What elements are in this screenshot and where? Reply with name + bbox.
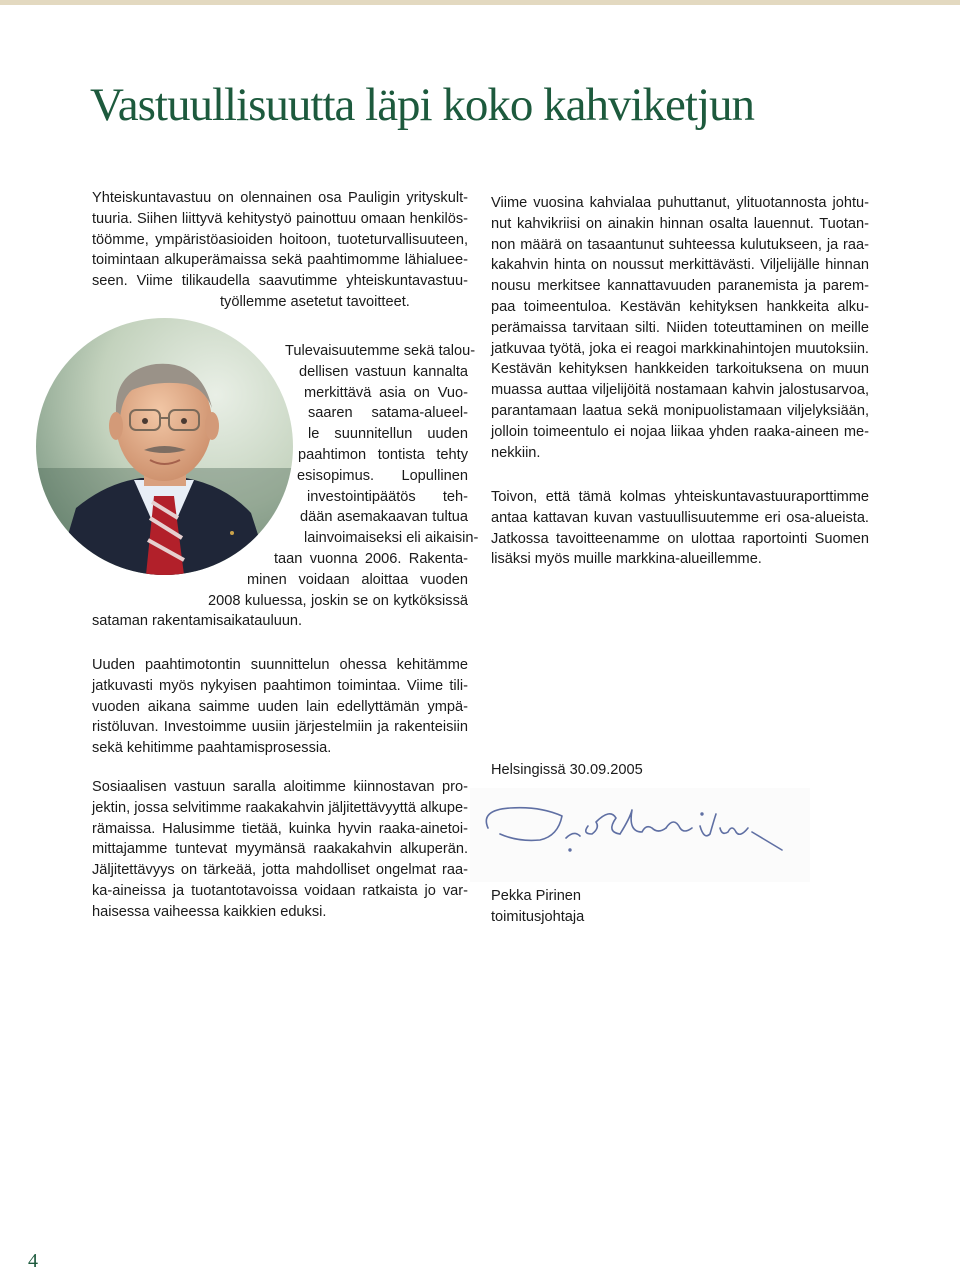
signer-title: toimitusjohtaja — [491, 908, 585, 925]
text-line: seen. Viime tilikaudella saavutimme yhteiskuntavastuu- — [92, 273, 468, 290]
text-line: Tulevaisuutemme sekä talou- — [285, 343, 476, 359]
text-line: le suunnitellun uuden — [308, 426, 468, 443]
text-line: nut kahvikriisi on ainakin hinnan osalta lauennut. Tuotan- — [491, 215, 869, 232]
text-line: Toivon, että tämä kolmas yhteiskuntavastuuraporttimme — [491, 489, 869, 505]
text-line: merkittävä asia on Vuo- — [304, 384, 468, 401]
text-line: sekä kehitimme paahtamisprosessia. — [92, 740, 332, 757]
text-line: vuoden aikana saimme uuden lain edellyttämän ympä- — [92, 698, 468, 715]
handwritten-signature — [470, 788, 810, 882]
closing-paragraph — [491, 487, 869, 570]
text-line: lainvoimaiseksi eli aikaisin- — [304, 530, 479, 547]
text-line: Yhteiskuntavastuu on olennainen osa Pauligin yrityskult- — [92, 190, 468, 206]
text-line: non määrä on tasaantunut suhteessa kulutukseen, ja raa- — [491, 236, 869, 253]
text-line: haisessa vaiheessa kaikkien eduksi. — [92, 903, 327, 920]
text-line: ka-aineissa ja tuotantotavoissa voidaan ratkaista jo var- — [92, 882, 468, 899]
text-line: investointipäätös teh- — [307, 488, 468, 505]
text-line: toimintaan alkuperämaissa sekä paahtimomme lähialuee- — [92, 252, 468, 269]
wrapped-paragraph — [92, 341, 479, 632]
plant-paragraph — [92, 655, 468, 759]
text-line: minen voidaan aloittaa vuoden — [247, 571, 468, 588]
text-line: dellisen vastuun kannalta — [299, 363, 468, 380]
text-line: mittajamme tuntevat myymänsä raakakahvin alkuperän. — [92, 841, 468, 858]
page-title: Vastuullisuutta läpi koko kahviketjun — [90, 79, 755, 131]
text-line: saaren satama-alueel- — [308, 405, 468, 422]
intro-paragraph — [92, 188, 468, 313]
text-line: Jäljitettävyys on tärkeää, jotta mahdolliset ongelmat raa- — [92, 862, 468, 879]
text-line: kakahvin hinta on noussut merkittävästi. Viljelijälle hinnan — [491, 257, 869, 274]
text-line: jolloin toimeentulo ei nojaa liikaa yhden raaka-aineen me- — [491, 423, 869, 440]
text-line: paahtimon tontista tehty — [298, 446, 468, 463]
signer-block — [491, 886, 584, 928]
text-line: nousu merkitsee kannattavuuden paranemista ja parem- — [491, 278, 869, 295]
page-number: 4 — [28, 1250, 38, 1272]
text-line: Jatkossa tavoitteenamme on ulottaa raportointi Suomen — [491, 530, 869, 547]
text-line: esisopimus. Lopullinen — [297, 467, 468, 484]
text-line: nekkiin. — [491, 444, 541, 461]
text-line: rämaissa. Halusimme tietää, kuinka hyvin raaka-ainetoi- — [92, 820, 468, 837]
place-date: Helsingissä 30.09.2005 — [491, 762, 643, 778]
text-line: tuuria. Siihen liittyvä kehitystyö painottuu omaan henkilös- — [92, 210, 468, 227]
text-line: antaa kattavan kuvan vastuullisuutemme eri osa-alueista. — [491, 509, 869, 526]
text-line: sataman rakentamisaikatauluun. — [92, 613, 303, 630]
text-line: Kestävän kehityksen hankkeiden tarkoituksena on muun — [491, 361, 869, 378]
text-line: dään asemakaavan tultua — [300, 509, 468, 526]
signer-name: Pekka Pirinen — [491, 888, 582, 904]
text-line: Uuden paahtimotontin suunnittelun ohessa kehitämme — [92, 657, 468, 673]
crisis-paragraph — [491, 193, 869, 463]
text-line: jatkuvasti myös nykyisen paahtimon toimintaa. Viime tili- — [92, 677, 468, 694]
text-line: töömme, ympäristöasioiden hoitoon, tuoteturvallisuuteen, — [92, 231, 468, 248]
text-line: paa toimeentuloa. Kestävän kehityksen hankkeita alku- — [491, 298, 869, 315]
text-line: muassa auttaa viljelijöitä nostamaan kahvin jalostusarvoa, — [491, 382, 869, 399]
text-line: ristöluvan. Investoimme uusiin järjestelmiin ja rakenteisiin — [92, 719, 468, 736]
text-line: jatkuvaa työtä, joka ei reagoi markkinahintojen muutoksiin. — [491, 340, 869, 357]
text-line: perämaissa tarvitaan silti. Niiden toteuttaminen on meille — [491, 319, 869, 336]
text-line: 2008 kuluessa, joskin se on kytköksissä — [208, 592, 468, 609]
text-line: työllemme asetetut tavoitteet. — [220, 293, 410, 310]
text-line: Sosiaalisen vastuun saralla aloitimme kiinnostavan pro- — [92, 779, 468, 795]
text-line: Viime vuosina kahvialaa puhuttanut, ylituotannosta johtu- — [491, 195, 869, 211]
text-line: parantamaan laatua sekä monipuolistamaan viljelyksiään, — [491, 402, 869, 419]
text-line: jektin, jossa selvitimme raakakahvin jäljitettävyyttä alkupe- — [92, 799, 468, 816]
social-paragraph — [92, 777, 468, 923]
top-rule — [0, 0, 960, 5]
text-line: lisäksi myös muille markkina-alueillemme. — [491, 551, 762, 568]
text-line: taan vuonna 2006. Rakenta- — [274, 550, 468, 567]
